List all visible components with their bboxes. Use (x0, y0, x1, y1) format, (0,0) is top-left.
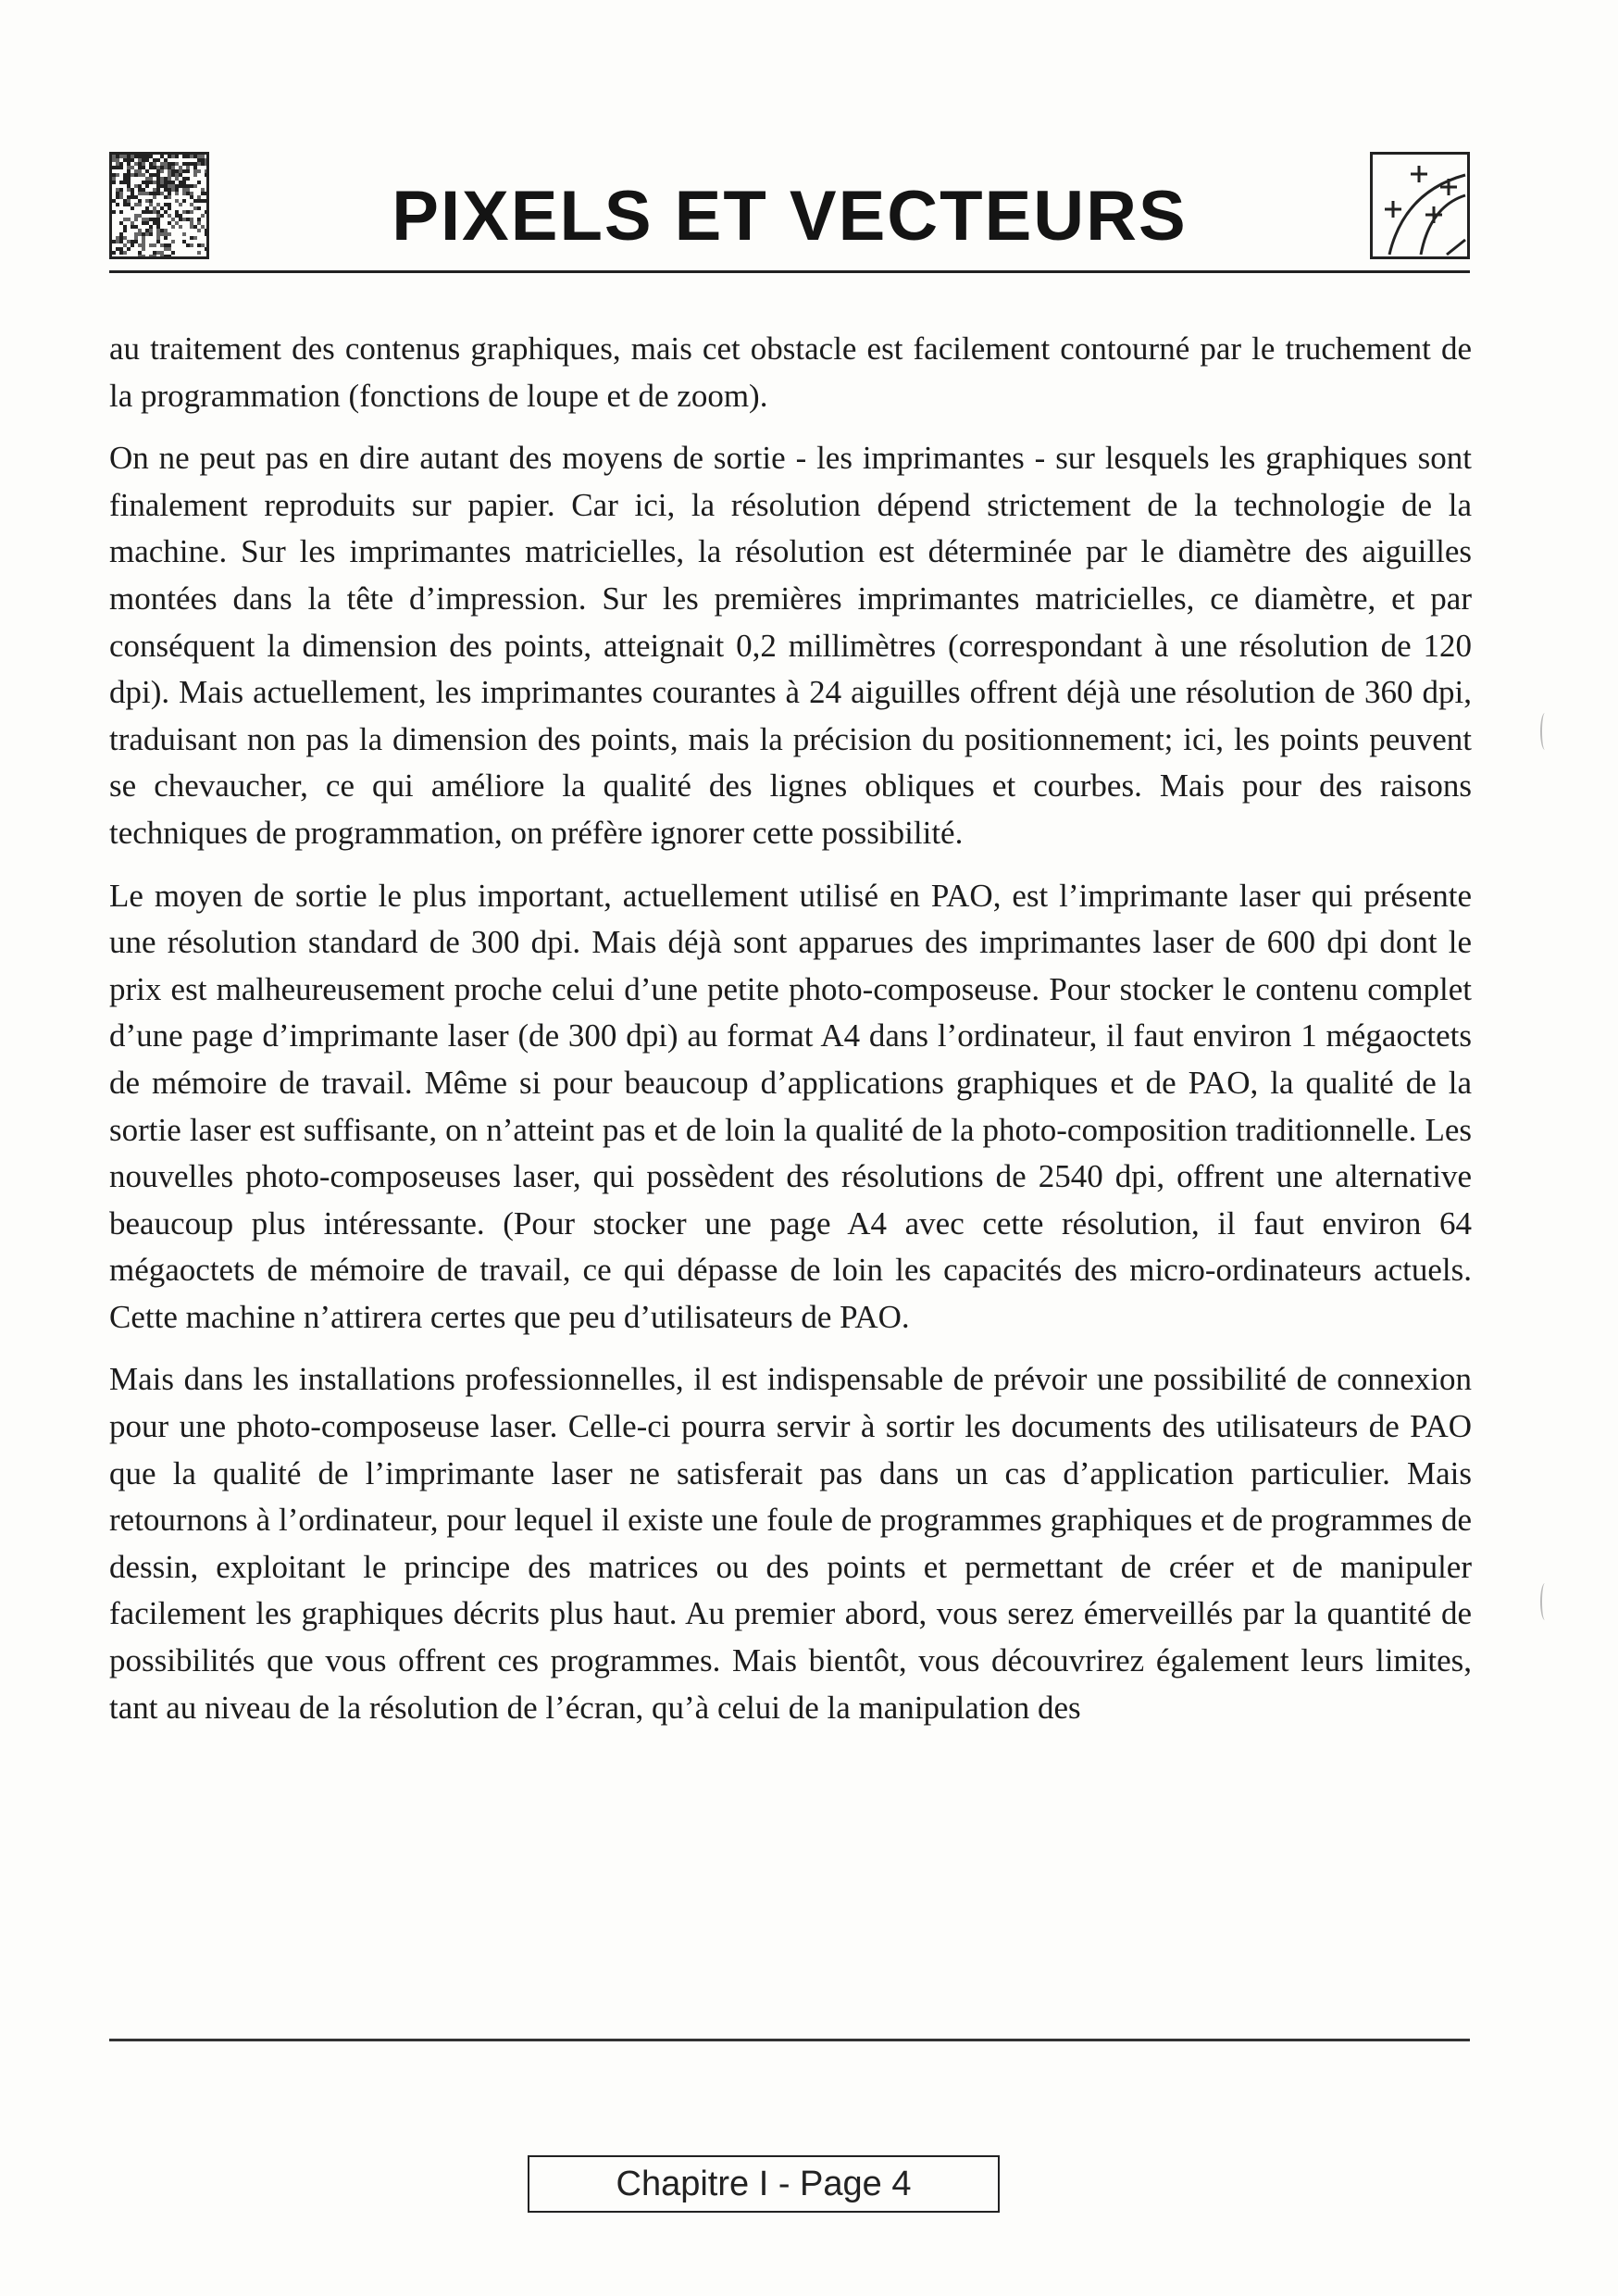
footer-rule (109, 2039, 1470, 2041)
page-title: PIXELS ET VECTEURS (392, 177, 1188, 256)
body-text (109, 326, 1472, 1747)
margin-mark (1540, 713, 1550, 750)
page-number-box (528, 2155, 1000, 2213)
page-label: Chapitre I - Page 4 (616, 2165, 912, 2203)
paragraph-1: au traitement des contenus graphiques, mais cet obstacle est facilement contourné par le truchement de la programmation (fonctions de loupe et de zoom). (109, 331, 1472, 414)
margin-mark (1540, 1583, 1550, 1620)
paragraph-4: Mais dans les installations professionnelles, il est indispensable de prévoir une possibilité de connexion pour une photo-composeuse laser. Celle-ci pourra servir à sortir les documents des utilisateurs de PAO que la qualité de l’imprimante laser ne satisferait pas dans un cas d’application particulier. Mais retournons à l’ordinateur, pour lequel il existe une foule de programmes graphiques et de programmes de dessin, exploitant le principe des matrices ou des points et permettant de créer et de manipuler facilement les graphiques décrits plus haut. Au premier abord, vous serez émerveillés par la quantité de possibilités que vous offrent ces programmes. Mais bientôt, vous découvrirez également leurs limites, tant au niveau de la résolution de l’écran, qu’à celui de la manipulation des (109, 1361, 1472, 1726)
vector-curves-icon (1370, 152, 1470, 259)
page-header (109, 148, 1470, 270)
paragraph-3: Le moyen de sortie le plus important, actuellement utilisé en PAO, est l’imprimante laser qui présente une résolution standard de 300 dpi. Mais déjà sont apparues des imprimantes laser de 600 dpi dont le prix est malheureusement proche celui d’une petite photo-composeuse. Pour stocker le contenu complet d’une page d’imprimante laser (de 300 dpi) au format A4 dans l’ordinateur, il faut environ 1 mégaoctets de mémoire de travail. Même si pour beaucoup d’applications graphiques et de PAO, la qualité de la sortie laser est suffisante, on n’atteint pas et de loin la qualité de la photo-composition traditionnelle. Les nouvelles photo-composeuses laser, qui possèdent des résolutions de 2540 dpi, offrent une alternative beaucoup plus intéressante. (Pour stocker une page A4 avec cette résolution, il faut environ 64 mégaoctets de mémoire de travail, ce qui dépasse de loin les capacités des micro-ordinateurs actuels. Cette machine n’attirera certes que peu d’utilisateurs de PAO. (109, 877, 1472, 1335)
header-rule (109, 270, 1470, 273)
paragraph-2: On ne peut pas en dire autant des moyens de sortie - les imprimantes - sur lesquels les graphiques sont finalement reproduits sur papier. Car ici, la résolution dépend strictement de la technologie de la machine. Sur les imprimantes matricielles, la résolution est déterminée par le diamètre des aiguilles montées dans la tête d’impression. Sur les premières imprimantes matricielles, ce diamètre, et par conséquent la dimension des points, atteignait 0,2 millimètres (correspondant à une résolution de 120 dpi). Mais actuellement, les imprimantes courantes à 24 aiguilles offrent déjà une résolution de 360 dpi, traduisant non pas la dimension des points, mais la précision du positionnement; ici, les points peuvent se chevaucher, ce qui améliore la qualité des lignes obliques et courbes. Mais pour des raisons techniques de programmation, on préfère ignorer cette possibilité. (109, 440, 1472, 851)
